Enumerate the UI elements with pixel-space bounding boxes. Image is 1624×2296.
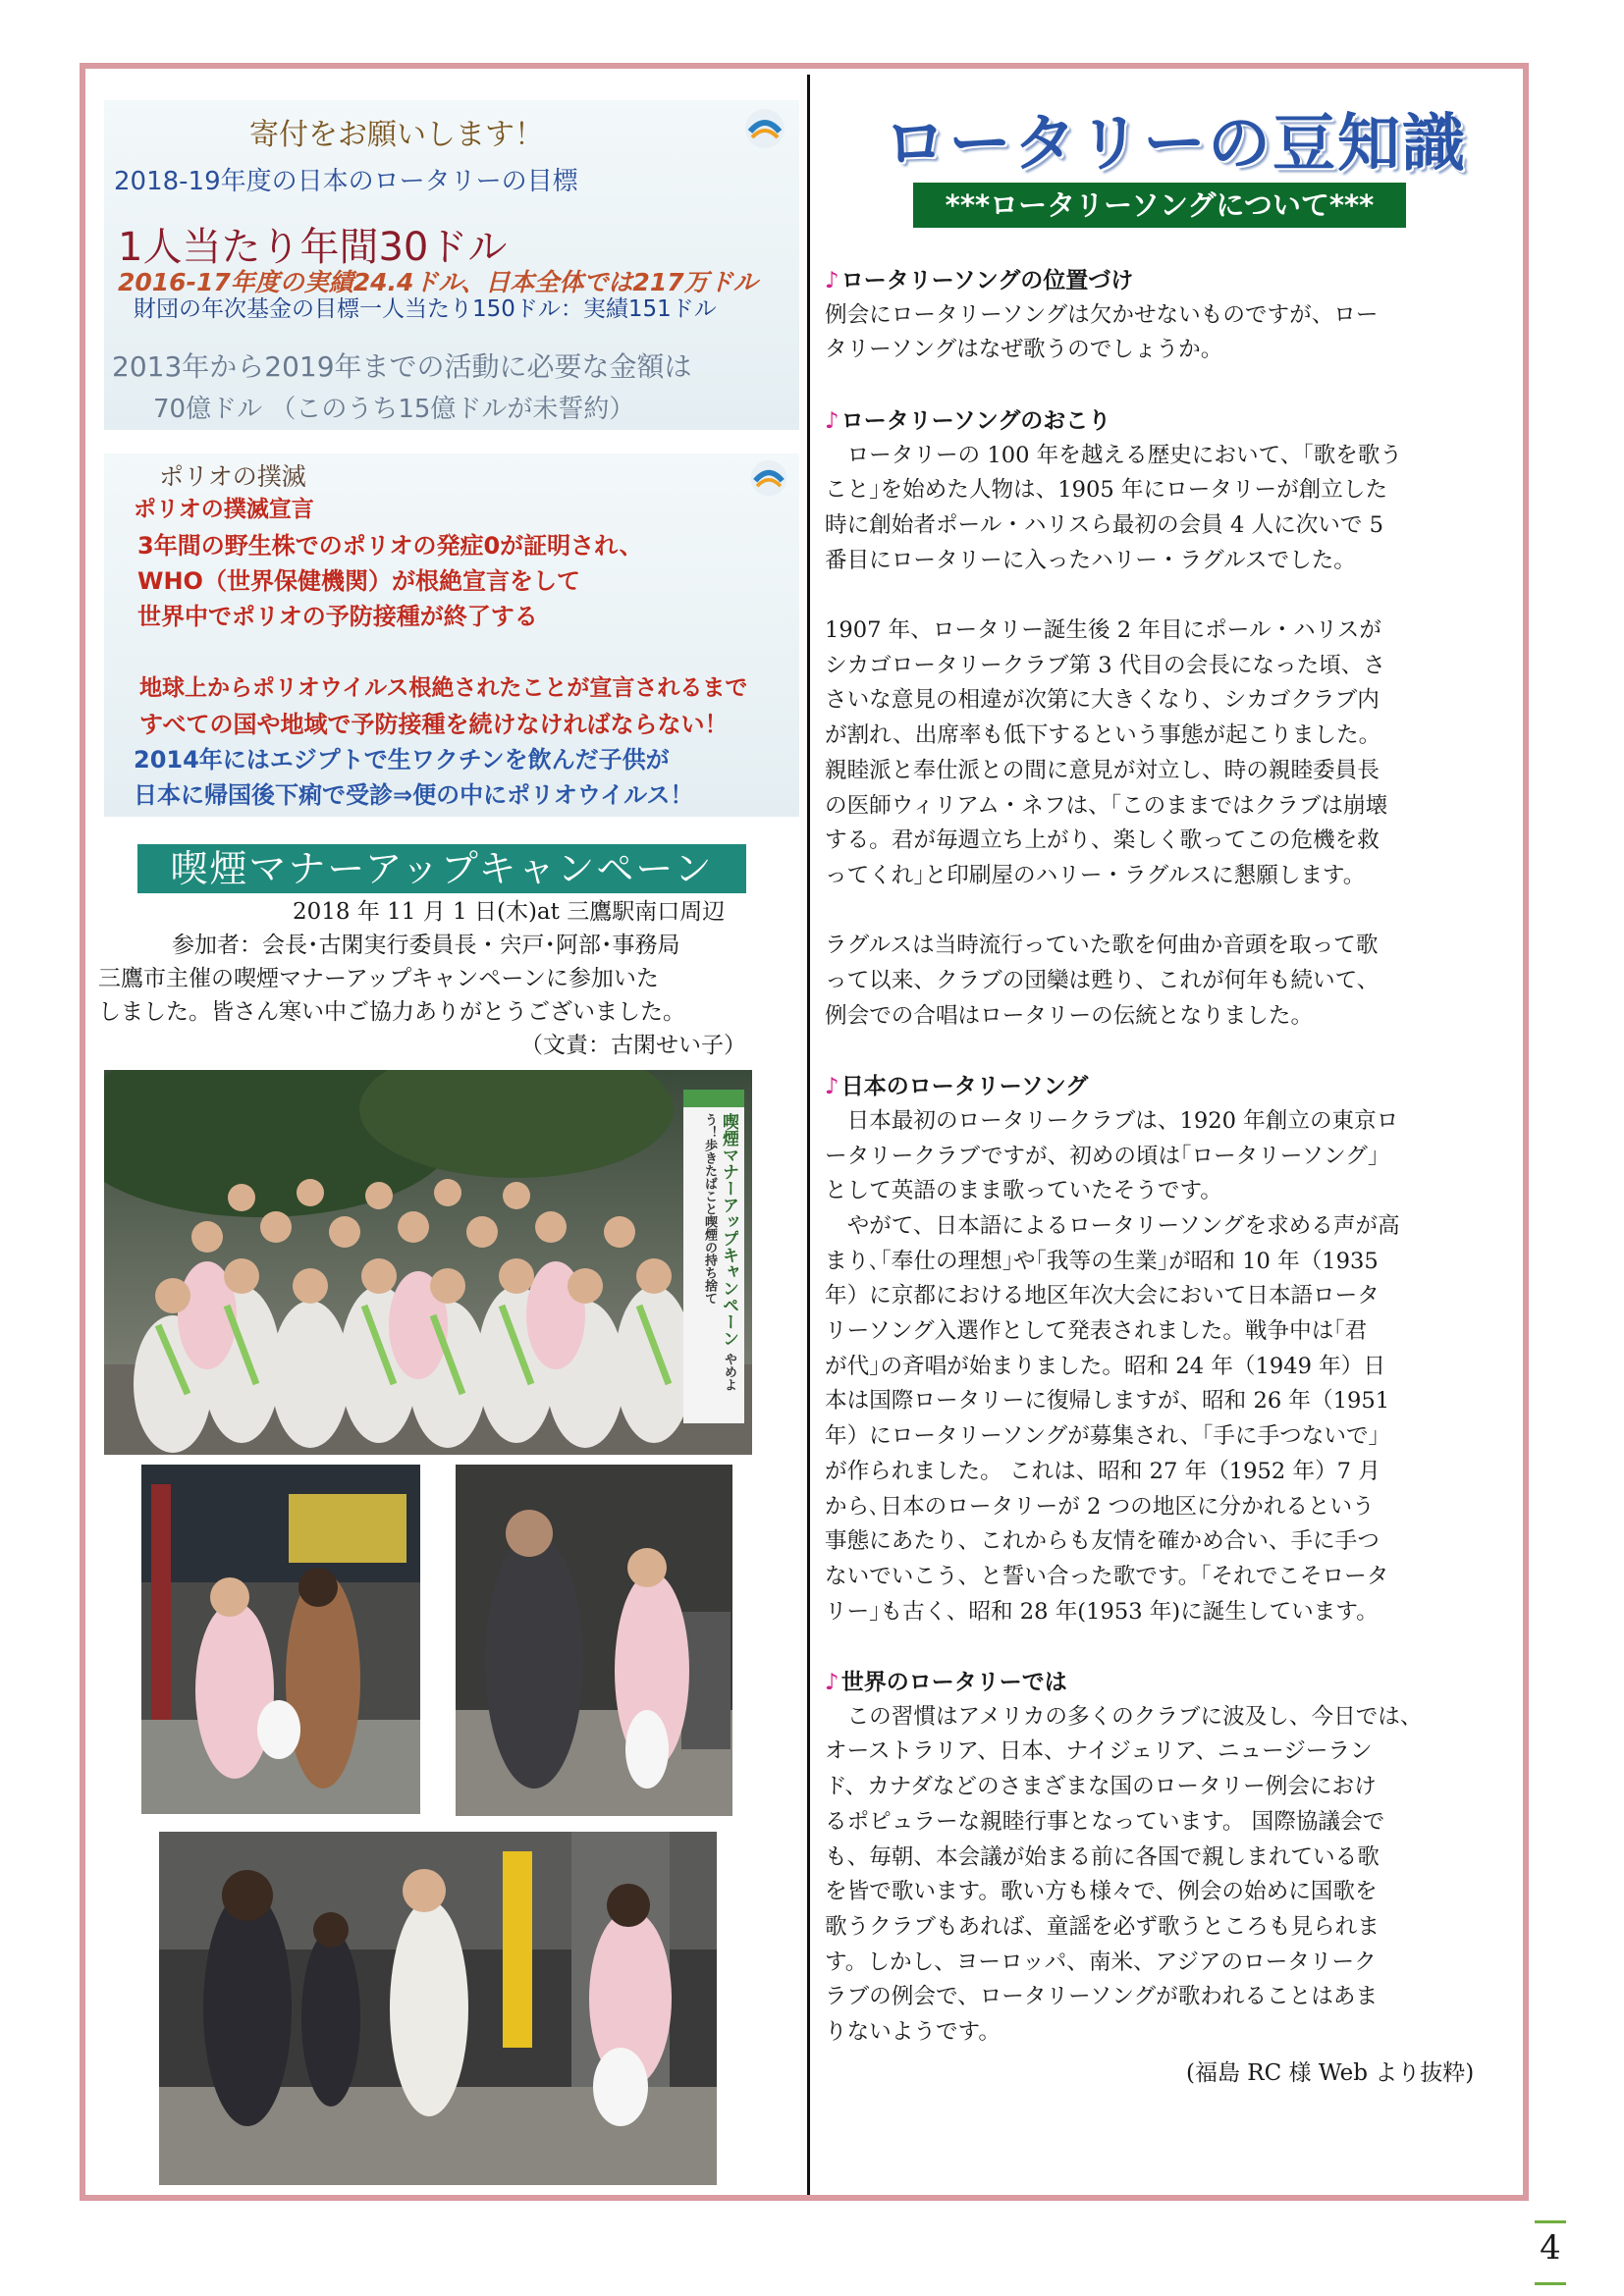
campaign-body-line1: 三鷹市主催の喫煙マナーアップキャンペーンに参加いた — [98, 966, 659, 991]
campaign-body-line2: しました。皆さん寒い中ご協力ありがとうございました。 — [98, 999, 685, 1025]
article-line: 親睦派と奉仕派との間に意見が対立し、時の親睦委員長 — [825, 757, 1380, 783]
article-line: 事態にあたり、これからも友情を確かめ合い、手に手つ — [825, 1528, 1380, 1555]
article-line: シカゴロータリークラブ第 3 代目の会長になった頃、さ — [825, 652, 1385, 678]
article-line: から､日本のロータリーが 2 つの地区に分かれるという — [825, 1493, 1375, 1520]
campaign-title: 喫煙マナーアップキャンペーン — [137, 844, 746, 893]
rotary-logo-icon — [742, 106, 787, 151]
article-line: が作られました。 これは、昭和 27 年（1952 年）7 月 — [825, 1458, 1380, 1484]
article-title: ロータリーの豆知識 — [884, 108, 1467, 181]
article-line: 年）にロータリーソングが募集され、｢手に手つないで｣ — [825, 1423, 1380, 1450]
campaign-author: （文責：古閑せい子） — [520, 1033, 746, 1058]
article-line: 時に創始者ポール・ハリスら最初の会員 4 人に次いで 5 — [825, 511, 1384, 538]
article-line: ラブの例会で、ロータリーソングが歌われることはあま — [825, 1984, 1379, 2010]
article-line: ないでいこう、と誓い合った歌です。｢それでこそロータ — [825, 1563, 1389, 1589]
music-note-icon: ♪ — [825, 1669, 839, 1696]
slide2-line2: 3年間の野生株でのポリオの発症0が証明され、 — [137, 532, 643, 560]
article-line: する。君が毎週立ち上がり、楽しく歌ってこの危機を救 — [825, 828, 1380, 854]
article-line: 1907 年、ロータリー誕生後 2 年目にポール・ハリスが — [825, 617, 1381, 643]
article-source: (福島 RC 様 Web より抜粋) — [1186, 2060, 1475, 2086]
article-line: 年）に京都における地区年次大会において日本語ロータ — [825, 1283, 1380, 1309]
article-line: ータリークラブですが、初めの頃は｢ロータリーソング｣ — [825, 1143, 1380, 1169]
article-line: やがて、日本語によるロータリーソングを求める声が高 — [825, 1212, 1400, 1239]
slide2-line4: 世界中でポリオの予防接種が終了する — [137, 603, 538, 630]
street-photo-bottom — [159, 1832, 717, 2185]
slide1-line5: 2013年から2019年までの活動に必要な金額は — [112, 350, 692, 383]
article-line: 例会での合唱はロータリーの伝統となりました。 — [825, 1002, 1314, 1029]
slide1-line3: 2016-17年度の実績24.4ドル、日本全体では217万ドル — [118, 268, 758, 296]
group-photo — [104, 1070, 752, 1455]
campaign-date: 2018 年 11 月 1 日(木)at 三鷹駅南口周辺 — [293, 899, 726, 925]
campaign-banner — [689, 1113, 738, 1408]
slide2-line3: WHO（世界保健機関）が根絶宣言をして — [137, 567, 580, 595]
slide2-line7: 2014年にはエジプトで生ワクチンを飲んだ子供が — [134, 746, 670, 774]
article-line: この習慣はアメリカの多くのクラブに波及し、今日では、 — [825, 1703, 1423, 1730]
street-photo-left — [141, 1465, 420, 1814]
polio-slide-photo — [104, 454, 799, 817]
article-line: オーストラリア、日本、ナイジェリア、ニュージーラン — [825, 1738, 1373, 1765]
banner-text-sub: やめよう！歩きたばこと喫煙の持ち捨て — [702, 1113, 736, 1391]
article-line: の医師ウィリアム・ネフは、｢このままではクラブは崩壊 — [825, 792, 1388, 819]
article-line: リー｣も古く、昭和 28 年(1953 年)に誕生しています。 — [825, 1598, 1379, 1625]
article-line: 歌うクラブもあれば、童謡を必ず歌うところも見られま — [825, 1913, 1380, 1940]
donation-slide-photo — [104, 100, 799, 430]
article-line: を皆で歌います。歌い方も様々で、例会の始めに国歌を — [825, 1879, 1378, 1905]
section-heading-world: ♪世界のロータリーでは — [825, 1669, 1067, 1696]
article-line: ってくれ｣と印刷屋のハリー・ラグルスに懇願します。 — [825, 862, 1366, 888]
slide2-line6: すべての国や地域で予防接種を続けなければならない！ — [139, 711, 729, 738]
section-heading-japan: ♪日本のロータリーソング — [825, 1073, 1089, 1100]
article-line: 例会にロータリーソングは欠かせないものですが、ロー — [825, 301, 1379, 328]
article-line: として英語のまま歌っていたそうです。 — [825, 1178, 1222, 1204]
article-line: す。しかし、ヨーロッパ、南米、アジアのロータリーク — [825, 1949, 1377, 1975]
article-line: ロータリーの 100 年を越える歴史において、｢歌を歌う — [825, 442, 1402, 468]
article-body — [825, 263, 1527, 2051]
article-line: って以来、クラブの団欒は甦り、これが何年も続いて、 — [825, 968, 1380, 994]
article-line: さいな意見の相違が次第に大きくなり、シカゴクラブ内 — [825, 687, 1380, 714]
campaign-participants: 参加者：会長･古閑実行委員長・宍戸･阿部･事務局 — [172, 933, 680, 958]
article-line: タリーソングはなぜ歌うのでしょうか。 — [825, 337, 1223, 363]
slide1-title: 寄付をお願いします！ — [249, 118, 544, 152]
page-number-rule-top — [1535, 2220, 1566, 2223]
article-line: まり､｢奉仕の理想｣や｢我等の生業｣が昭和 10 年（1935 — [825, 1248, 1379, 1274]
music-note-icon: ♪ — [825, 267, 839, 294]
slide2-line1: ポリオの撲滅宣言 — [134, 497, 314, 522]
article-line: リーソング入選作として発表されました。戦争中は｢君 — [825, 1318, 1368, 1345]
music-note-icon: ♪ — [825, 1073, 839, 1100]
section-heading-position: ♪ロータリーソングの位置づけ — [825, 267, 1134, 294]
article-line: 日本最初のロータリークラブは、1920 年創立の東京ロ — [825, 1107, 1399, 1134]
page-number: 4 — [1540, 2228, 1561, 2268]
article-line: ド、カナダなどのさまざまな国のロータリー例会におけ — [825, 1774, 1377, 1800]
article-line: りないようです。 — [825, 2019, 1001, 2046]
article-line: も、毎朝、本会議が始まる前に各国で親しまれている歌 — [825, 1843, 1380, 1870]
article-subtitle: ***ロータリーソングについて*** — [913, 183, 1406, 228]
slide2-line8: 日本に帰国後下痢で受診⇒便の中にポリオウイルス！ — [134, 781, 694, 809]
article-line: 番目にロータリーに入ったハリー・ラグルスでした。 — [825, 547, 1356, 573]
music-note-icon: ♪ — [825, 406, 839, 434]
slide2-line5: 地球上からポリオウイルス根絶されたことが宣言されるまで — [139, 675, 748, 701]
rotary-logo-icon — [748, 457, 789, 499]
slide1-line2: 1人当たり年間30ドル — [118, 225, 508, 270]
article-line: るポピュラーな親睦行事となっています。 国際協議会で — [825, 1808, 1385, 1835]
column-divider — [807, 75, 810, 2195]
street-photo-right — [456, 1465, 732, 1816]
slide1-line4: 財団の年次基金の目標一人当たり150ドル：実績151ドル — [134, 296, 717, 322]
article-line: こと｣を始めた人物は、1905 年にロータリーが創立した — [825, 477, 1388, 504]
section-heading-origin: ♪ロータリーソングのおこり — [825, 406, 1111, 434]
page-number-rule-bottom — [1535, 2282, 1566, 2285]
article-line: ラグルスは当時流行っていた歌を何曲か音頭を取って歌 — [825, 933, 1379, 959]
article-line: が代｣の斉唱が始まりました。昭和 24 年（1949 年）日 — [825, 1353, 1385, 1379]
banner-text-main: 喫煙マナーアップキャンペーン — [719, 1113, 738, 1347]
article-line: 本は国際ロータリーに復帰しますが、昭和 26 年（1951 — [825, 1388, 1390, 1415]
slide1-line6: 70億ドル （このうち15億ドルが未誓約） — [153, 395, 635, 424]
slide1-line1: 2018-19年度の日本のロータリーの目標 — [114, 167, 578, 196]
article-line: が割れ、出席率も低下するという事態が起こりました。 — [825, 722, 1381, 749]
slide2-title: ポリオの撲滅 — [159, 462, 306, 491]
